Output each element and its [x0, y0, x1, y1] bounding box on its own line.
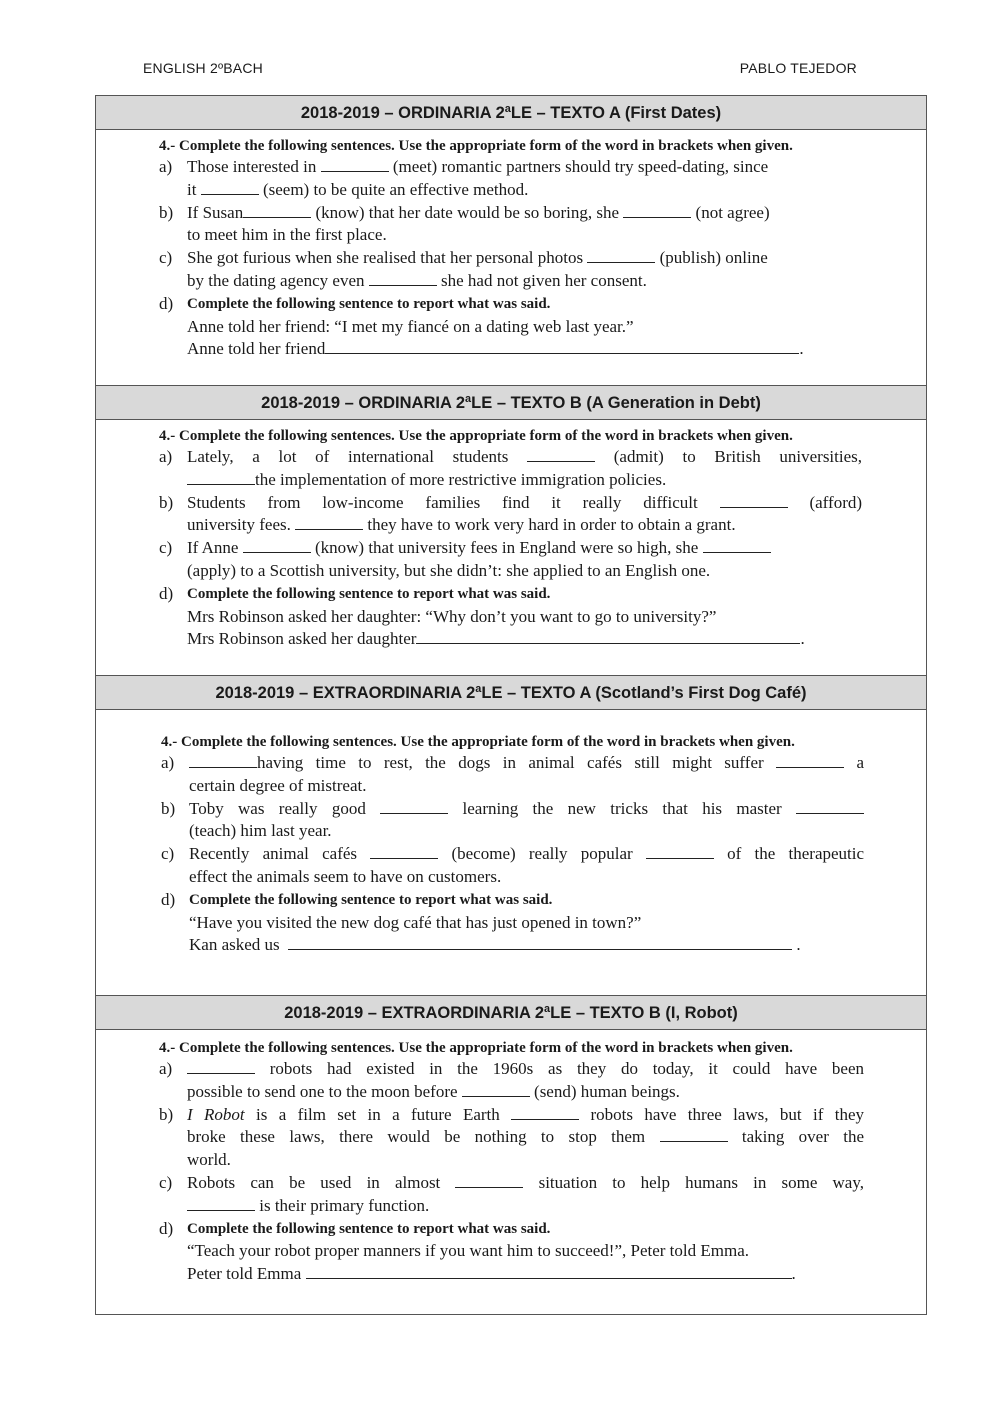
answer-line[interactable]: [288, 935, 792, 950]
page-header: [143, 60, 857, 76]
exercise-item-b: b) If Susan (know) that her date would be so boring, she (not agree) to meet him in the first place.: [159, 202, 770, 245]
instruction: 4.- Complete the following sentences. Use the appropriate form of the word in brackets when given.: [159, 138, 793, 154]
section-body: [96, 1030, 926, 1314]
answer-blank[interactable]: [776, 753, 844, 768]
answer-blank[interactable]: [370, 844, 438, 859]
exercise-item-c: c) Recently animal cafés (become) really popular of the therapeutic effect the animals seem to have on customers.: [161, 844, 865, 886]
answer-blank[interactable]: [243, 203, 311, 218]
section-title: 2018-2019 – ORDINARIA 2ªLE – TEXTO B (A Generation in Debt): [96, 386, 926, 420]
answer-blank[interactable]: [623, 203, 691, 218]
answer-blank[interactable]: [527, 447, 595, 462]
answer-blank[interactable]: [455, 1173, 523, 1188]
answer-line[interactable]: [325, 339, 799, 354]
instruction: 4.- Complete the following sentences. Use the appropriate form of the word in brackets when given.: [161, 734, 795, 750]
exercise-item-a: a) robots had existed in the 1960s as they do today, it could have been possible to send one to the moon before (send) human beings.: [159, 1059, 865, 1101]
answer-blank[interactable]: [380, 799, 448, 814]
answer-blank[interactable]: [187, 1059, 255, 1074]
section-body: [96, 420, 926, 676]
answer-blank[interactable]: [189, 753, 257, 768]
exercise-item-d: d) Complete the following sentence to report what was said. “Have you visited the new dog café that has just opened in town?” Kan asked us .: [161, 889, 801, 955]
answer-blank[interactable]: [703, 538, 771, 553]
section-ordinaria-texto-b: [96, 386, 926, 676]
header-subject: ENGLISH 2ºBACH: [143, 60, 263, 76]
section-ordinaria-texto-a: [96, 96, 926, 386]
answer-blank[interactable]: [295, 515, 363, 530]
answer-blank[interactable]: [243, 538, 311, 553]
section-extraordinaria-texto-b: [96, 996, 926, 1314]
answer-blank[interactable]: [660, 1127, 728, 1142]
exercise-item-d: d) Complete the following sentence to report what was said. Mrs Robinson asked her daughter: “Why don’t you want to go to university?” Mrs Robinson asked her daughter .: [159, 583, 805, 649]
answer-line[interactable]: [416, 629, 800, 644]
answer-blank[interactable]: [587, 248, 655, 263]
section-title: 2018-2019 – ORDINARIA 2ªLE – TEXTO A (First Dates): [96, 96, 926, 130]
answer-blank[interactable]: [369, 271, 437, 286]
exercise-item-b: b) Students from low-income families find it really difficult (afford) university fees. they have to work very hard in order to obtain a grant.: [159, 492, 863, 535]
instruction: 4.- Complete the following sentences. Use the appropriate form of the word in brackets when given.: [159, 1040, 793, 1056]
exercise-item-d: d) Complete the following sentence to report what was said. Anne told her friend: “I met my fiancé on a dating web last year.” Anne told her friend .: [159, 293, 804, 359]
exercise-item-b: b) Toby was really good learning the new tricks that his master (teach) him last year.: [161, 798, 864, 844]
answer-blank[interactable]: [462, 1082, 530, 1097]
answer-blank[interactable]: [796, 799, 864, 814]
section-extraordinaria-texto-a: [96, 676, 926, 996]
section-body: [96, 130, 926, 386]
header-author: PABLO TEJEDOR: [739, 60, 857, 76]
answer-line[interactable]: [306, 1264, 792, 1279]
exercise-item-c: c) She got furious when she realised that her personal photos (publish) online by the dating agency even she had not given her consent.: [159, 248, 768, 290]
answer-blank[interactable]: [187, 1196, 255, 1211]
exercise-item-b: b) I Robot is a film set in a future Earth robots have three laws, but if they broke these laws, there would be nothing to stop them taking over the world.: [159, 1104, 864, 1170]
section-title: 2018-2019 – EXTRAORDINARIA 2ªLE – TEXTO B (I, Robot): [96, 996, 926, 1030]
exercise-item-d: d) Complete the following sentence to report what was said. “Teach your robot proper manners if you want him to succeed!”, Peter told Emma. Peter told Emma .: [159, 1218, 796, 1284]
answer-blank[interactable]: [646, 844, 714, 859]
answer-blank[interactable]: [511, 1105, 579, 1120]
exercise-item-c: c) Robots can be used in almost situation to help humans in some way, is their primary function.: [159, 1172, 865, 1215]
answer-blank[interactable]: [201, 180, 259, 195]
answer-blank[interactable]: [321, 157, 389, 172]
answer-blank[interactable]: [187, 470, 255, 485]
exercise-item-c: c) If Anne (know) that university fees in England were so high, she (apply) to a Scottish university, but she didn’t: she applied to an English one.: [159, 537, 862, 583]
exercise-sheet: [95, 95, 927, 1315]
exercise-item-a: a) Lately, a lot of international students (admit) to British universities, the implementation of more restrictive immigration policies.: [159, 447, 863, 489]
section-title: 2018-2019 – EXTRAORDINARIA 2ªLE – TEXTO A (Scotland’s First Dog Café): [96, 676, 926, 710]
instruction: 4.- Complete the following sentences. Use the appropriate form of the word in brackets when given.: [159, 428, 793, 444]
section-body: [96, 710, 926, 996]
exercise-item-a: a) having time to rest, the dogs in animal cafés still might suffer a certain degree of mistreat.: [161, 753, 865, 795]
exercise-item-a: a) Those interested in (meet) romantic partners should try speed-dating, since it (seem) to be quite an effective method.: [159, 157, 769, 199]
answer-blank[interactable]: [720, 493, 788, 508]
